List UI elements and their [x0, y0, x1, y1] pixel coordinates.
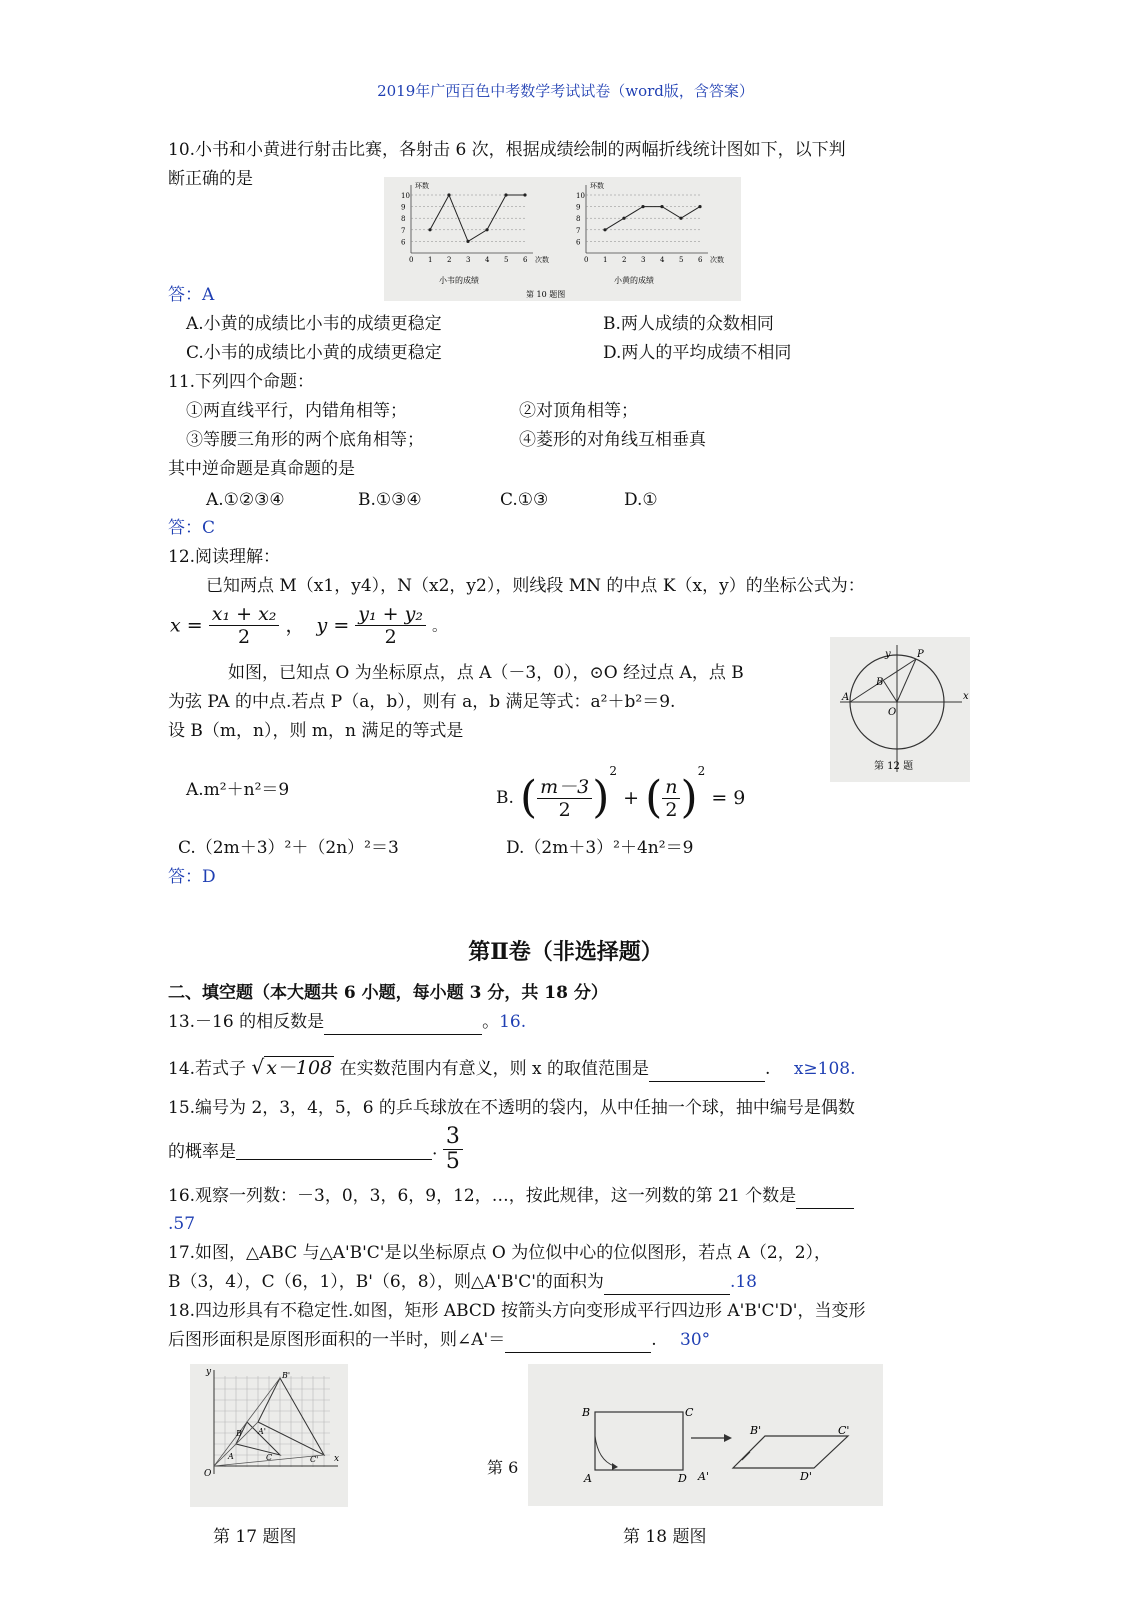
chart-1-point [523, 193, 526, 196]
fig18-label-a: A [584, 1472, 592, 1485]
q18-line2: 后图形面积是原图形面积的一半时，则∠A'＝ [168, 1330, 506, 1350]
chart-2-x-tick: 4 [660, 256, 665, 264]
q11-option-d: D.① [624, 490, 658, 510]
fig17-label-ap: A' [258, 1427, 266, 1436]
chart-1-x-tick: 0 [409, 256, 414, 264]
option-b-num1: m－3 [537, 776, 592, 799]
chart-1-point [447, 193, 450, 196]
chart-1-point [466, 240, 469, 243]
fig18-transform-arrowhead [724, 1434, 732, 1442]
formula-x-fraction [209, 603, 280, 648]
chart-1-x-tick: 1 [428, 256, 433, 264]
fig18-parallelogram [733, 1436, 848, 1468]
q12-answer: 答：D [168, 867, 216, 887]
fig17-label-cp: C' [310, 1455, 319, 1464]
fig17-label-bp: B' [282, 1371, 291, 1380]
q11-option-a: A.①②③④ [206, 490, 285, 510]
label-x: x [963, 691, 969, 702]
q13-blank [324, 1010, 482, 1035]
chart-1-point [485, 228, 488, 231]
chart-2-y-tick: 9 [576, 203, 581, 212]
chart-2-x-label: 次数 [710, 256, 724, 264]
label-o: O [888, 707, 897, 718]
fig17-label-x: x [334, 1454, 340, 1464]
q10-option-a: A.小黄的成绩比小韦的成绩更稳定 [186, 314, 442, 334]
label-b: B [876, 677, 884, 688]
segment-bo [883, 680, 897, 702]
q12-line3: 为弦 PA 的中点.若点 P（a，b），则有 a，b 满足等式：a²＋b²＝9. [168, 692, 676, 712]
fig18-label-dp: D' [800, 1470, 812, 1483]
q10-answer: 答：A [168, 285, 215, 305]
option-b-den1: 2 [558, 798, 571, 821]
q17-line1: 17.如图，△ABC 与△A'B'C'是以坐标原点 O 为位似中心的位似图形，若点 A（2，2）， [168, 1243, 832, 1263]
fig18-rotation-arrow [595, 1436, 614, 1466]
chart-1-x-tick: 5 [504, 256, 509, 264]
q13-tail: 。 [482, 1012, 500, 1032]
q18-blank [505, 1328, 651, 1353]
q10-line-charts [384, 177, 741, 301]
chart-1-x-tick: 3 [466, 256, 471, 264]
q16 [168, 1184, 854, 1209]
option-b-den2: 2 [665, 798, 678, 821]
q18-tail: . [651, 1330, 657, 1350]
q15-answer-fraction [443, 1125, 463, 1174]
fig17-label-y: y [206, 1367, 212, 1377]
page-header: 2019年广西百色中考数学考试试卷（word版，含答案） [377, 82, 754, 100]
q11-stem: 11.下列四个命题： [168, 372, 315, 392]
chart-1-y-tick: 7 [401, 226, 406, 235]
q12-option-d: D.（2m＋3）²＋4n²＝9 [506, 838, 694, 858]
chart-1-x-label: 次数 [535, 256, 549, 264]
q12-line4: 设 B（m，n），则 m，n 满足的等式是 [168, 721, 464, 741]
chart-2-point [698, 205, 701, 208]
chart-1-x-tick: 6 [523, 256, 528, 264]
fig18-label-ap: A' [698, 1470, 709, 1483]
chart-2-x-tick: 0 [584, 256, 589, 264]
formula-x-numerator: x₁ + x₂ [209, 603, 280, 626]
q17-answer: .18 [729, 1272, 757, 1292]
q10-option-d: D.两人的平均成绩不相同 [603, 343, 792, 363]
q12-line2: 如图，已知点 O 为坐标原点，点 A（－3，0），⊙O 经过点 A，点 B [228, 663, 744, 683]
option-b-rhs: = 9 [711, 787, 746, 809]
label-y: y [885, 649, 891, 660]
chart-2-x-tick: 5 [679, 256, 684, 264]
chart-1-x-tick: 2 [447, 256, 452, 264]
q12-line1: 已知两点 M（x1，y4），N（x2，y2），则线段 MN 的中点 K（x，y）的坐标公式为： [206, 576, 865, 596]
q18-line2-wrap [168, 1328, 710, 1353]
q15-tail: . [432, 1139, 438, 1160]
q14-blank [649, 1057, 765, 1082]
option-b-num2: n [662, 776, 680, 799]
q15-blank [236, 1139, 432, 1160]
q10-figure-caption: 第 10 题图 [526, 290, 566, 299]
q13-answer: 16. [499, 1012, 527, 1032]
chart-2-y-label: 环数 [590, 182, 604, 190]
fig18-label-c: C [685, 1406, 694, 1419]
fig18-rotation-arrowhead [612, 1463, 618, 1470]
chart-2-y-tick: 10 [576, 192, 585, 200]
q13 [168, 1010, 526, 1035]
q15-line1: 15.编号为 2，3，4，5，6 的乒乓球放在不透明的袋内，从中任抽一个球，抽中编号是偶数 [168, 1098, 855, 1118]
chart-2-x-tick: 6 [698, 256, 703, 264]
chart-2-point [622, 217, 625, 220]
fig17-label-a: A [228, 1452, 234, 1461]
q11-proposition-1: ①两直线平行，内错角相等； [186, 401, 407, 421]
formula-y-numerator: y₁ + y₂ [355, 603, 426, 626]
q12-option-c: C.（2m＋3）²＋（2n）²＝3 [178, 838, 399, 858]
fig18-caption: 第 18 题图 [623, 1527, 707, 1547]
q17-line2: B（3，4），C（6，1），B'（6，8），则△A'B'C'的面积为 [168, 1272, 604, 1292]
q17-line2-wrap [168, 1270, 757, 1295]
q14: 14.若式子 √ x－108 在实数范围内有意义，则 x 的取值范围是 . x≥108. [168, 1055, 856, 1082]
chart-2-title: 小黄的成绩 [614, 276, 654, 285]
chart-1-y-tick: 10 [401, 192, 410, 200]
fig18-angle-arrow [742, 1452, 750, 1460]
option-b-exp2: 2 [697, 764, 706, 778]
chart-2-point [660, 205, 663, 208]
q12-figure [830, 637, 970, 782]
section-title: 第Ⅱ卷（非选择题） [468, 939, 663, 965]
option-b-fraction-2 [662, 776, 680, 821]
chart-2-x-tick: 2 [622, 256, 627, 264]
q16-text: 16.观察一列数：－3，0，3，6，9，12，…，按此规律，这一列数的第 21 个数是 [168, 1186, 797, 1206]
fig18-label-b: B [582, 1406, 591, 1419]
chart-1-x-tick: 4 [485, 256, 490, 264]
chart-1-point [428, 228, 431, 231]
fig17-label-c: C [266, 1453, 273, 1462]
chart-1-y-label: 环数 [415, 182, 429, 190]
q15-answer-den: 5 [445, 1149, 460, 1174]
q14-radicand: x－108 [266, 1057, 333, 1079]
fig18-rectangle-abcd [595, 1412, 683, 1470]
formula-x-denominator: 2 [238, 626, 251, 648]
q17-blank [604, 1270, 730, 1295]
fig17-label-b: B [236, 1429, 242, 1438]
q14-tail: . [765, 1059, 771, 1079]
q14-answer: x≥108. [793, 1059, 856, 1079]
fig18 [528, 1364, 883, 1506]
fig18-diagram [528, 1364, 883, 1506]
chart-2-y-tick: 6 [576, 238, 581, 247]
chart-2-y-tick: 7 [576, 226, 581, 235]
chart-2-point [603, 228, 606, 231]
q14-pre: 14.若式子 [168, 1059, 247, 1079]
q11-ask: 其中逆命题是真命题的是 [168, 459, 355, 479]
fig17-label-o: O [204, 1469, 212, 1479]
option-b-exp1: 2 [609, 764, 618, 778]
q18-answer: 30° [680, 1330, 711, 1350]
chart-1-y-tick: 9 [401, 203, 406, 212]
q16-blank [796, 1184, 854, 1209]
page-number: 第 6 [487, 1458, 519, 1477]
option-b-label: B. [496, 788, 514, 808]
q18-line1: 18.四边形具有不稳定性.如图，矩形 ABCD 按箭头方向变形成平行四边形 A'B'C'D'，当变形 [168, 1301, 866, 1321]
q14-post: 在实数范围内有意义，则 x 的取值范围是 [339, 1059, 649, 1079]
q10-stem-line2: 断正确的是 [168, 169, 253, 189]
option-b-fraction-1 [537, 776, 592, 821]
q16-answer: .57 [168, 1214, 196, 1234]
chart-2-point [641, 205, 644, 208]
label-p: P [917, 649, 924, 660]
fig17 [190, 1364, 348, 1507]
formula-y-lhs: y = [316, 614, 350, 637]
q13-text: 13.－16 的相反数是 [168, 1012, 325, 1032]
q11-option-c: C.①③ [500, 490, 549, 510]
q10-stem-line1: 10.小书和小黄进行射击比赛，各射击 6 次，根据成绩绘制的两幅折线统计图如下，以下判 [168, 140, 846, 160]
chart-1-point [504, 193, 507, 196]
q15-text: 的概率是 [168, 1142, 236, 1162]
formula-y-fraction [355, 603, 426, 648]
q11-answer: 答：C [168, 518, 216, 538]
q10-figure [384, 177, 741, 301]
fig17-grid-diagram [190, 1364, 348, 1507]
q12-option-a: A.m²＋n²＝9 [186, 780, 290, 800]
q15-answer-num: 3 [443, 1125, 463, 1150]
chart-2-x-tick: 1 [603, 256, 608, 264]
fig17-caption: 第 17 题图 [213, 1527, 297, 1547]
chart-2-y-tick: 8 [576, 215, 581, 224]
q11-option-b: B.①③④ [358, 490, 422, 510]
chart-2-x-tick: 3 [641, 256, 646, 264]
chart-1-y-tick: 6 [401, 238, 406, 247]
q12-circle-diagram [830, 637, 970, 782]
q12-option-b: B. ( $\frac{m-3}{2}$ )$^2$ + ( $\frac{n}{2}$ )$^2$ = 9 [496, 764, 746, 823]
fig18-label-cp: C' [838, 1424, 850, 1437]
label-a: A [842, 692, 850, 703]
q12-stem: 12.阅读理解： [168, 547, 281, 567]
chart-1-title: 小韦的成绩 [439, 276, 479, 285]
chart-1-y-tick: 8 [401, 215, 406, 224]
fig18-label-bp: B' [750, 1424, 762, 1437]
formula-y-denominator: 2 [384, 626, 397, 648]
chart-2-point [679, 217, 682, 220]
q11-proposition-4: ④菱形的对角线互相垂真 [519, 430, 706, 450]
part2-heading: 二、填空题（本大题共 6 小题，每小题 3 分，共 18 分） [168, 983, 608, 1003]
q10-option-c: C.小韦的成绩比小黄的成绩更稳定 [186, 343, 442, 363]
q10-option-b: B.两人成绩的众数相同 [603, 314, 774, 334]
q11-proposition-3: ③等腰三角形的两个底角相等； [186, 430, 424, 450]
fig18-label-d: D [678, 1472, 687, 1485]
formula-x-lhs: x = [170, 614, 203, 637]
q15-line2 [168, 1125, 463, 1174]
q11-proposition-2: ②对顶角相等； [519, 401, 638, 421]
q12-figure-caption: 第 12 题 [874, 761, 914, 772]
q12-midpoint-formula: x = $\frac{\text{x₁ + x₂}}{2}$ ， y = $\frac{\text{y₁ + y₂}}{2}$ 。 [170, 603, 448, 648]
